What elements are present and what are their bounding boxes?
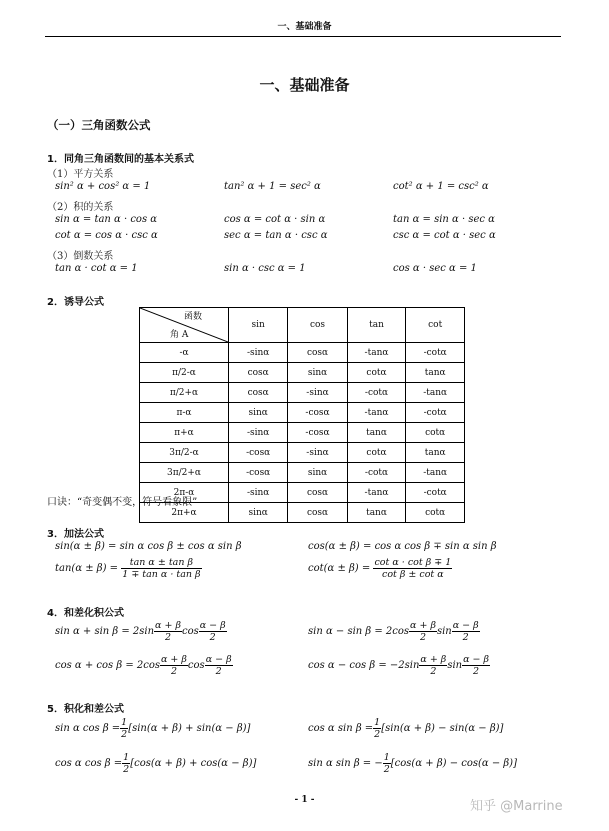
- numerator: α − β: [199, 620, 226, 631]
- mid: sin: [447, 660, 463, 671]
- fraction: [452, 620, 480, 643]
- value-cell: cotα: [347, 443, 406, 463]
- fraction: [462, 654, 490, 677]
- formula-tan-add: [55, 557, 202, 580]
- table-row: [140, 383, 465, 403]
- formula-sq-3: cot² α + 1 = csc² α: [393, 181, 489, 192]
- corner-label-angle: 角 A: [170, 330, 189, 340]
- formula-sum-to-product-4: [308, 654, 490, 677]
- lhs: cos α + cos β = 2cos: [55, 660, 160, 671]
- angle-cell: π/2-α: [140, 363, 229, 383]
- angle-cell: π-α: [140, 403, 229, 423]
- denominator: 2: [164, 632, 172, 643]
- denominator: 2: [462, 632, 469, 643]
- formula-cot-add: [308, 557, 452, 580]
- formula-cos-add: cos(α ± β) = cos α cos β ∓ sin α sin β: [308, 541, 497, 552]
- lhs: cos α − cos β = −2sin: [308, 660, 420, 671]
- table-row: [140, 463, 465, 483]
- formula-prod-4: cot α = cos α · csc α: [55, 230, 158, 241]
- value-cell: sinα: [288, 363, 347, 383]
- value-cell: -cosα: [229, 443, 288, 463]
- value-cell: sinα: [229, 403, 288, 423]
- value-cell: cosα: [229, 363, 288, 383]
- formula-prod-1: sin α = tan α · cos α: [55, 214, 158, 225]
- value-cell: -cotα: [406, 483, 465, 503]
- heading-addition: 3．加法公式: [47, 529, 104, 540]
- angle-cell: π+α: [140, 423, 229, 443]
- cot-add-fraction: [373, 557, 452, 580]
- numerator: α + β: [410, 620, 436, 631]
- fraction: [205, 654, 233, 677]
- value-cell: tanα: [347, 503, 406, 523]
- denominator: 2: [123, 764, 130, 775]
- denominator: 2: [383, 764, 390, 775]
- denominator: 2: [215, 666, 222, 677]
- value-cell: -cosα: [288, 423, 347, 443]
- fraction: [383, 752, 391, 775]
- denominator: cot β ± cot α: [382, 569, 444, 580]
- running-header: 一、基础准备: [277, 22, 332, 32]
- value-cell: -sinα: [229, 343, 288, 363]
- fraction: [419, 654, 447, 677]
- denominator: 2: [121, 729, 128, 740]
- page-number: - 1 -: [294, 795, 315, 805]
- tan-add-fraction: [121, 557, 201, 580]
- formula-product-to-sum-3: [55, 752, 256, 775]
- formula-prod-2: cos α = cot α · sin α: [224, 214, 326, 225]
- value-cell: -cotα: [347, 463, 406, 483]
- fraction: [160, 654, 188, 677]
- sub-square-relation: （1）平方关系: [47, 169, 114, 180]
- numerator: 1: [123, 752, 130, 763]
- lhs: cos α sin β =: [308, 723, 374, 734]
- formula-product-to-sum-4: [308, 752, 517, 775]
- lhs: sin α + sin β = 2sin: [55, 626, 155, 637]
- fraction: [120, 717, 128, 740]
- lhs: sin α cos β =: [55, 723, 121, 734]
- mid: sin: [436, 626, 452, 637]
- sub-reciprocal-relation: （3）倒数关系: [47, 251, 114, 262]
- numerator: cot α · cot β ∓ 1: [374, 557, 452, 568]
- header-rule: [45, 36, 561, 37]
- heading-sum-to-product: 4．和差化积公式: [47, 608, 124, 619]
- heading-basic-relations: 1．同角三角函数间的基本关系式: [47, 154, 194, 165]
- value-cell: sinα: [229, 503, 288, 523]
- col-header: cos: [288, 308, 347, 343]
- rhs: [cos(α + β) + cos(α − β)]: [130, 758, 257, 769]
- formula-sum-to-product-2: [308, 620, 480, 643]
- formula-rec-1: tan α · cot α = 1: [55, 263, 138, 274]
- value-cell: -tanα: [347, 403, 406, 423]
- corner-cell: [140, 308, 229, 343]
- table-row: [140, 403, 465, 423]
- angle-cell: π/2+α: [140, 383, 229, 403]
- denominator: 2: [419, 632, 427, 643]
- col-header: sin: [229, 308, 288, 343]
- value-cell: -sinα: [229, 423, 288, 443]
- table-row: [140, 423, 465, 443]
- numerator: 1: [121, 717, 128, 728]
- formula-product-to-sum-1: [55, 717, 250, 740]
- mid: cos: [187, 660, 205, 671]
- value-cell: tanα: [347, 423, 406, 443]
- value-cell: cosα: [288, 343, 347, 363]
- table-row: [140, 343, 465, 363]
- induction-table: [139, 307, 465, 523]
- denominator: 2: [170, 666, 177, 677]
- value-cell: -sinα: [288, 383, 347, 403]
- value-cell: tanα: [406, 443, 465, 463]
- value-cell: -cotα: [406, 343, 465, 363]
- col-header: tan: [347, 308, 406, 343]
- col-header: cot: [406, 308, 465, 343]
- formula-sum-to-product-1: [55, 620, 227, 643]
- rhs: [cos(α + β) − cos(α − β)]: [390, 758, 517, 769]
- tan-add-lhs: tan(α ± β) =: [55, 563, 119, 574]
- section-heading-trig: （一）三角函数公式: [47, 118, 151, 132]
- fraction: [409, 620, 437, 643]
- denominator: 2: [430, 666, 437, 677]
- formula-rec-2: sin α · csc α = 1: [224, 263, 306, 274]
- table-row: [140, 363, 465, 383]
- angle-cell: 3π/2+α: [140, 463, 229, 483]
- numerator: α − β: [205, 654, 232, 665]
- page-title: 一、基础准备: [259, 76, 350, 94]
- corner-label-function: 函数: [183, 312, 202, 322]
- formula-prod-5: sec α = tan α · csc α: [224, 230, 328, 241]
- formula-product-to-sum-2: [308, 717, 503, 740]
- value-cell: -cosα: [288, 403, 347, 423]
- value-cell: -tanα: [406, 383, 465, 403]
- denominator: 2: [473, 666, 480, 677]
- numerator: α + β: [155, 620, 181, 631]
- table-row: [140, 443, 465, 463]
- angle-cell: 2π-α: [140, 483, 229, 503]
- value-cell: -sinα: [229, 483, 288, 503]
- value-cell: -cotα: [347, 383, 406, 403]
- value-cell: -tanα: [406, 463, 465, 483]
- value-cell: cosα: [288, 483, 347, 503]
- cot-add-lhs: cot(α ± β) =: [308, 563, 371, 574]
- numerator: α + β: [420, 654, 447, 665]
- denominator: 2: [374, 729, 381, 740]
- watermark: 知乎 @Marrine: [470, 799, 563, 814]
- heading-product-to-sum: 5．积化和差公式: [47, 704, 124, 715]
- table-header-row: [140, 308, 465, 343]
- formula-sum-to-product-3: [55, 654, 233, 677]
- value-cell: -cosα: [229, 463, 288, 483]
- numerator: 1: [383, 752, 390, 763]
- fraction: [122, 752, 130, 775]
- sub-product-relation: （2）积的关系: [47, 202, 114, 213]
- rhs: [sin(α + β) + sin(α − β)]: [128, 723, 251, 734]
- numerator: α − β: [463, 654, 490, 665]
- value-cell: cosα: [229, 383, 288, 403]
- value-cell: tanα: [406, 363, 465, 383]
- mnemonic: 口诀：“奇变偶不变，符号看象限”: [47, 497, 198, 508]
- formula-prod-6: csc α = cot α · sec α: [393, 230, 496, 241]
- lhs: cos α cos β =: [55, 758, 123, 769]
- denominator: 2: [209, 632, 216, 643]
- formula-sq-1: sin² α + cos² α = 1: [55, 181, 151, 192]
- value-cell: -cotα: [406, 403, 465, 423]
- heading-induction: 2．诱导公式: [47, 297, 104, 308]
- value-cell: cotα: [406, 423, 465, 443]
- angle-cell: 3π/2-α: [140, 443, 229, 463]
- formula-rec-3: cos α · sec α = 1: [393, 263, 477, 274]
- fraction: [199, 620, 227, 643]
- angle-cell: -α: [140, 343, 229, 363]
- mid: cos: [181, 626, 199, 637]
- formula-sq-2: tan² α + 1 = sec² α: [224, 181, 321, 192]
- value-cell: sinα: [288, 463, 347, 483]
- rhs: [sin(α + β) − sin(α − β)]: [381, 723, 504, 734]
- value-cell: -tanα: [347, 343, 406, 363]
- formula-prod-3: tan α = sin α · sec α: [393, 214, 495, 225]
- denominator: 1 ∓ tan α · tan β: [122, 569, 201, 580]
- value-cell: -sinα: [288, 443, 347, 463]
- lhs: sin α − sin β = 2cos: [308, 626, 410, 637]
- numerator: tan α ± tan β: [121, 557, 201, 569]
- value-cell: cosα: [288, 503, 347, 523]
- value-cell: -tanα: [347, 483, 406, 503]
- numerator: α − β: [452, 620, 479, 631]
- value-cell: cotα: [347, 363, 406, 383]
- numerator: 1: [374, 717, 381, 728]
- formula-sin-add: sin(α ± β) = sin α cos β ± cos α sin β: [55, 541, 242, 552]
- value-cell: cotα: [406, 503, 465, 523]
- angle-cell: 2π+α: [140, 503, 229, 523]
- lhs: sin α sin β = −: [308, 758, 383, 769]
- fraction: [154, 620, 182, 643]
- fraction: [373, 717, 381, 740]
- numerator: α + β: [161, 654, 187, 665]
